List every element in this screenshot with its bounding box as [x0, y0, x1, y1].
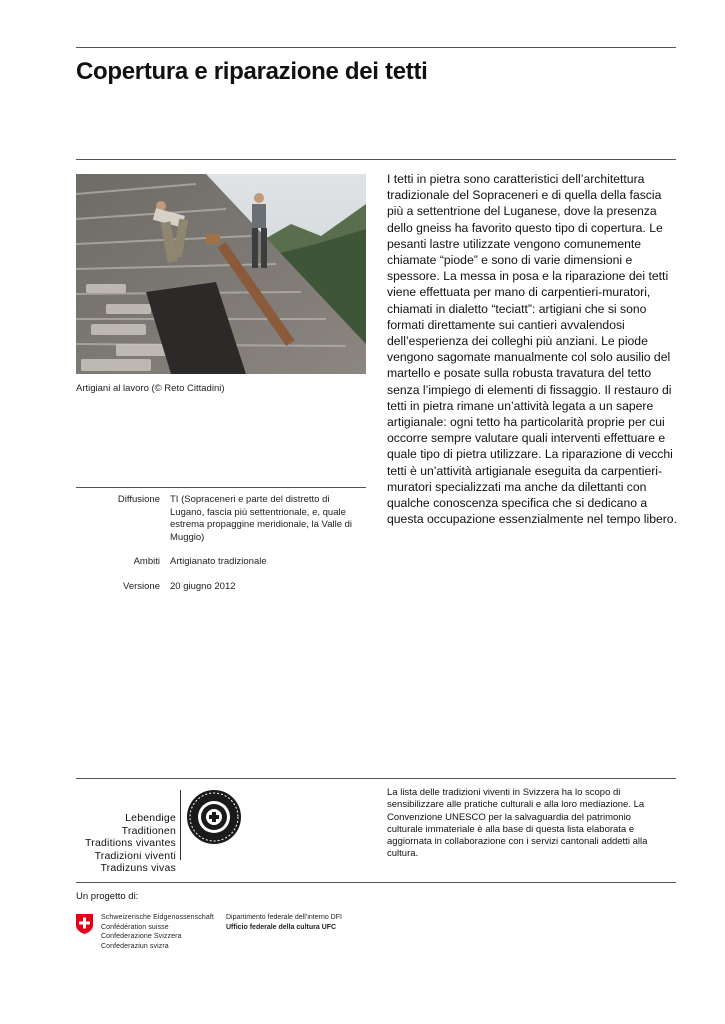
department-name: Dipartimento federale dell’interno DFI — [226, 914, 342, 921]
metadata-row-ambiti — [76, 556, 366, 569]
logo-line-rm: Tradizuns vivas — [100, 862, 176, 874]
page-title: Copertura e riparazione dei tetti — [76, 58, 428, 85]
top-rule — [76, 47, 676, 48]
metadata-row-versione — [76, 581, 366, 594]
logo-line-it: Tradizioni viventi — [94, 849, 176, 862]
swiss-cross-icon — [76, 914, 93, 934]
project-label: Un progetto di: — [76, 891, 139, 902]
footer-top-rule — [76, 778, 676, 779]
footer-description: La lista delle tradizioni viventi in Svizzera ha lo scopo di sensibilizzare alle pratiche culturali e alla loro mediazione. La Convenzione UNESCO per la salvaguardia del patrimonio culturale immateriale è alla base di questa lista elaborata e aggiornata in collaborazione con i servizi cantonali addetti alla cultura. — [387, 787, 648, 860]
logo-line-fr: Traditions vivantes — [85, 837, 176, 849]
confederation-line-fr: Confédération suisse — [101, 923, 169, 931]
photo-caption: Artigiani al lavoro (© Reto Cittadini) — [76, 383, 225, 394]
metadata-rule — [76, 487, 366, 488]
living-traditions-logo-text — [76, 812, 176, 875]
footer-mid-rule — [76, 882, 676, 883]
unesco-seal-icon — [186, 789, 242, 845]
logo-line-de: Lebendige Traditionen — [121, 812, 176, 837]
metadata-row-diffusione — [76, 494, 366, 544]
department-text — [226, 913, 342, 932]
body-text — [387, 171, 679, 527]
roof-photo — [76, 174, 366, 374]
logo-divider — [180, 790, 181, 860]
metadata-key: Versione — [123, 580, 160, 592]
metadata-key: Ambiti — [133, 556, 160, 568]
confederation-line-rm: Confederaziun svizra — [101, 942, 169, 950]
header-bottom-rule — [76, 159, 676, 160]
metadata-value: TI (Sopraceneri e parte del distretto di Lugano, fascia più settentrionale, e, quale estrema propaggine meridionale, la Valle di Muggio) — [170, 494, 353, 543]
metadata-table — [76, 494, 366, 606]
metadata-key: Diffusione — [117, 494, 160, 505]
metadata-value: Artigianato tradizionale — [170, 556, 267, 568]
metadata-value: 20 giugno 2012 — [170, 580, 236, 592]
body-paragraph: I tetti in pietra sono caratteristici dell’architettura tradizionale del Sopraceneri e di quella della fascia più a settentrione del Luganese, dove la presenza dello gneiss ha favorito questo tipo di copertura. Le pesanti lastre utilizzate vengono comunemente chiamate “piode” e sono di varie dimensioni e spessore. La messa in posa e la riparazione dei tetti viene effettuata per mano di carpentieri-muratori, chiamati in dialetto “teciatt”: artigiani che si sono formati direttamente sui cantieri avvalendosi dell’esperienza dei colleghi più anziani. Le piode vengono sagomate manualmente col solo ausilio del martello e posate sulla robusta travatura del tetto senza l’impiego di elementi di fissaggio. Il restauro di tetti in pietra rimane un’attività legata a un sapere artigianale: ogni tetto ha particolarità proprie per cui occorre sempre valutare quali interventi effettuare e quale tipo di pietra utilizzare. La riparazione di vecchi tetti è un’attività artigianale eseguita da carpentieri-muratori specializzati ma anche da dilettanti con qualche conoscenza specifica che si dedicano a questa occupazione essenzialmente nel tempo libero. — [387, 172, 677, 527]
confederation-line-it: Confederazione Svizzera — [101, 933, 182, 941]
confederation-text — [101, 913, 214, 951]
office-name: Ufficio federale della cultura UFC — [226, 923, 337, 931]
confederation-line-de: Schweizerische Eidgenossenschaft — [101, 914, 214, 921]
